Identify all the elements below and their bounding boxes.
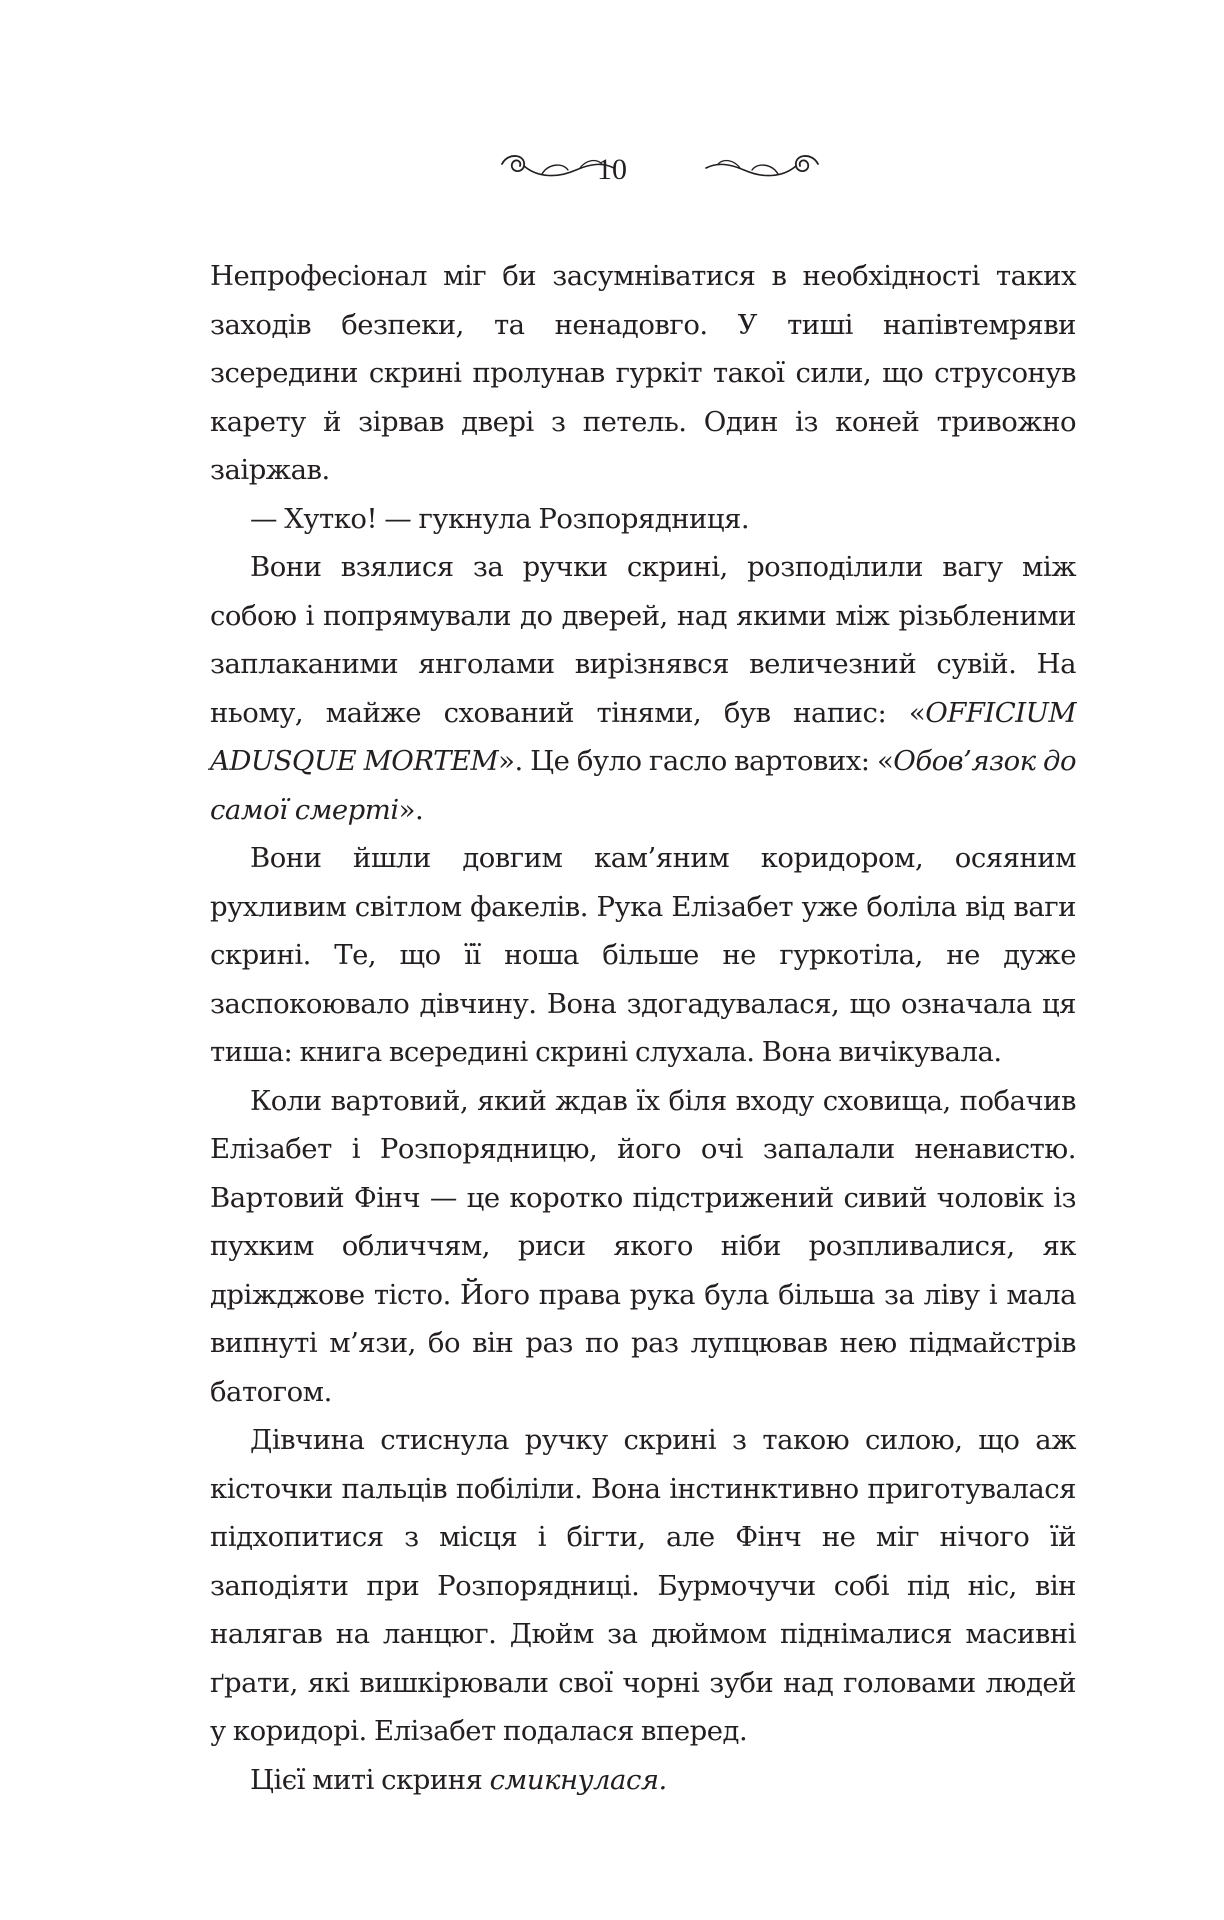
paragraph: — Хутко! — гукнула Розпорядниця. <box>250 502 750 535</box>
paragraph <box>210 1756 1076 1805</box>
paragraph-text: ». <box>398 793 424 826</box>
paragraph-text: Цієї миті скриня <box>250 1763 490 1796</box>
right-flourish-ornament-icon <box>702 148 822 188</box>
body-text <box>210 252 1076 1804</box>
paragraph-text: ». Це було гасло вартових: « <box>498 745 894 777</box>
paragraph: Коли вартовий, який ждав їх біля входу сховища, побачив Елізабет і Розпорядницю, його очі запалали ненавистю. Вартовий Фінч — це коротко підстрижений сивий чоловік із пухким обличчям, риси якого ніби розпливалися, як дріжджове тісто. Його права рука була більша за ліву і мала випнуті м’язи, бо він раз по раз лупцював нею підмайстрів батогом. <box>210 1084 1076 1408</box>
motto-translation: Обов’язок до самої смерті <box>210 745 1077 826</box>
emphasis-text: смикнулася. <box>489 1763 667 1796</box>
latin-motto: OFFICIUM ADUSQUE MORTEM <box>210 696 1076 777</box>
page-header <box>0 148 1224 208</box>
paragraph: Дівчина стиснула ручку скрині з такою силою, що аж кісточки пальців побіліли. Вона інстинктивно приготувалася підхопитися з місця і бігти, але Фінч не міг нічого їй заподіяти при Розпорядниці. Бурмочучи собі під ніс, він налягав на ланцюг. Дюйм за дюймом піднімалися масивні ґрати, які вишкірювали свої чорні зуби над головами людей у коридорі. Елізабет подалася вперед. <box>210 1424 1076 1747</box>
paragraph <box>210 543 1076 834</box>
page-number: 10 <box>597 153 627 186</box>
paragraph: Вони йшли довгим кам’яним коридором, осяяним рухливим світлом факелів. Рука Елізабет уже боліла від ваги скрині. Те, що її ноша більше не гуркотіла, не дуже заспокоювало дівчину. Вона здогадувалася, що означала ця тиша: книга всередині скрині слухала. Вона вичікувала. <box>210 842 1076 1068</box>
paragraph-text: Вони взялися за ручки скрині, розподілили вагу між собою і попрямували до дверей, над якими між різьбленими заплаканими янголами вирізнявся величезний сувій. На ньому, майже схований тінями, був напис: « <box>210 551 1076 729</box>
paragraph: Непрофесіонал міг би засумніватися в необхідності таких заходів безпеки, та ненадовго. У тиші напівтемряви зсередини скрині пролунав гуркіт такої сили, що струсонув карету й зірвав двері з петель. Один із коней тривожно заіржав. <box>210 260 1076 486</box>
